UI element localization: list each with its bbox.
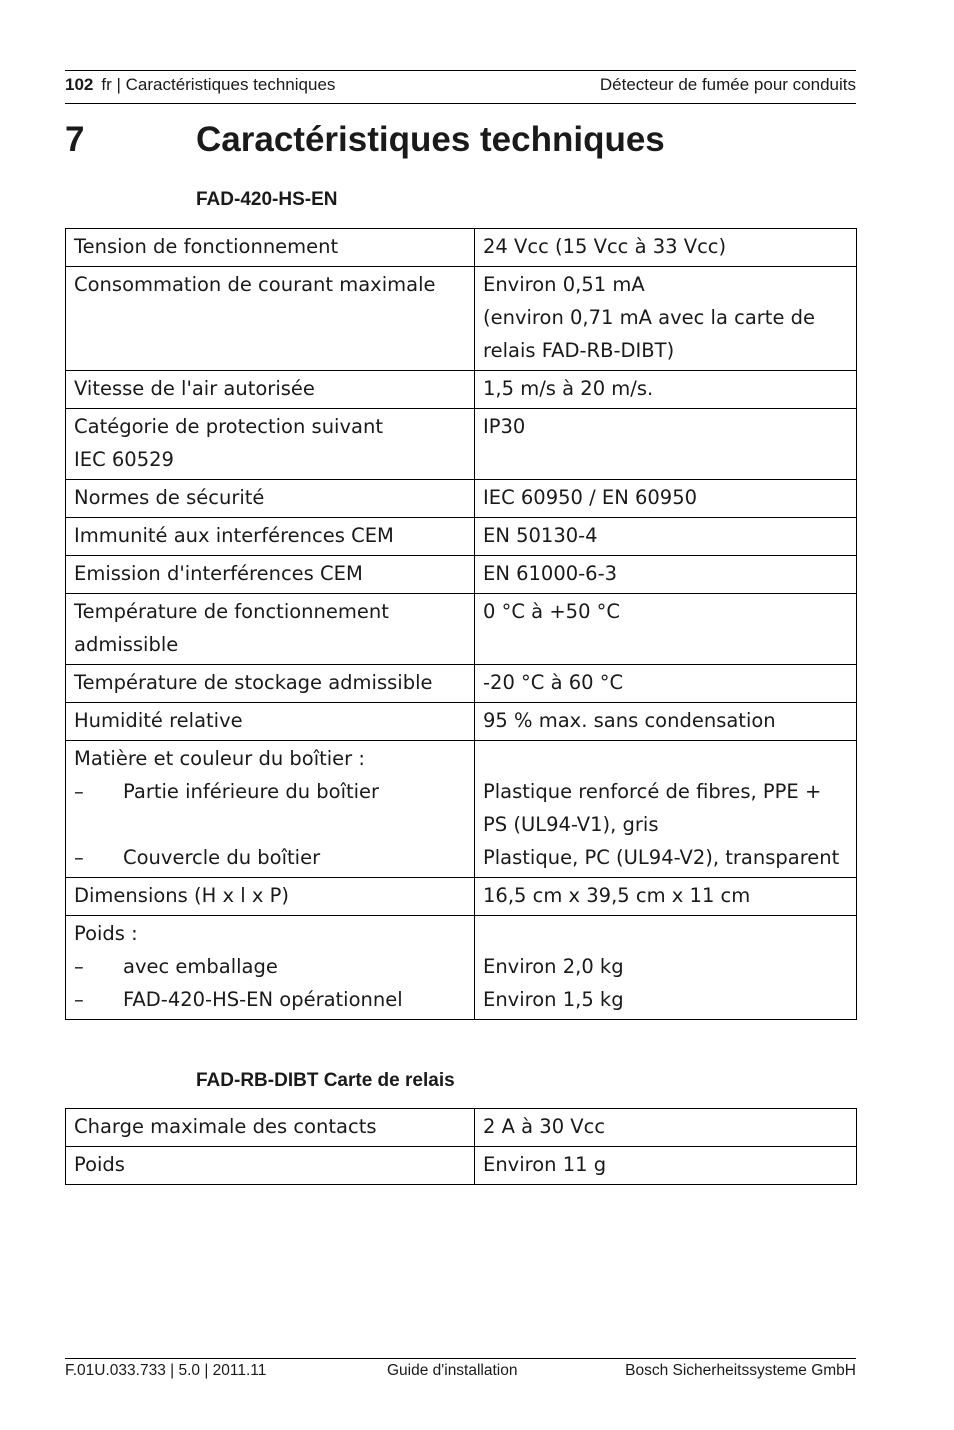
table-row bbox=[66, 1109, 857, 1147]
table-row bbox=[66, 1147, 857, 1185]
row-value: IEC 60950 / EN 60950 bbox=[475, 480, 857, 518]
row-label: Tension de fonctionnement bbox=[66, 229, 475, 267]
row-label: Matière et couleur du boîtier : – Partie inférieure du boîtier – Couvercle du boîtier bbox=[66, 741, 475, 878]
row-label: Catégorie de protection suivant IEC 60529 bbox=[66, 409, 475, 480]
row-value: 1,5 m/s à 20 m/s. bbox=[475, 371, 857, 409]
row-label: Immunité aux interférences CEM bbox=[66, 518, 475, 556]
row-value: Environ 2,0 kg Environ 1,5 kg bbox=[475, 916, 857, 1020]
row-value: EN 50130-4 bbox=[475, 518, 857, 556]
row-value: 95 % max. sans condensation bbox=[475, 703, 857, 741]
table-row bbox=[66, 916, 857, 1020]
row-label: Température de stockage admissible bbox=[66, 665, 475, 703]
table-row bbox=[66, 878, 857, 916]
row-label: Température de fonctionnement admissible bbox=[66, 594, 475, 665]
header-section: fr | Caractéristiques techniques bbox=[101, 75, 336, 94]
row-value: EN 61000-6-3 bbox=[475, 556, 857, 594]
row-value: Environ 0,51 mA (environ 0,71 mA avec la carte de relais FAD-RB-DIBT) bbox=[475, 267, 857, 371]
section-title-relay-card: FAD-RB-DIBT Carte de relais bbox=[196, 1070, 455, 1091]
table-row bbox=[66, 594, 857, 665]
page-header bbox=[65, 70, 856, 104]
footer-document-reference: F.01U.033.733 | 5.0 | 2011.11 bbox=[65, 1362, 267, 1379]
row-label: Poids bbox=[66, 1147, 475, 1185]
chapter-title: Caractéristiques techniques bbox=[196, 120, 665, 159]
table-row bbox=[66, 703, 857, 741]
row-label: Emission d'interférences CEM bbox=[66, 556, 475, 594]
table-row bbox=[66, 665, 857, 703]
table-row bbox=[66, 480, 857, 518]
chapter-number: 7 bbox=[65, 120, 85, 159]
table-row bbox=[66, 229, 857, 267]
page-footer bbox=[65, 1358, 856, 1385]
dash-bullet: – bbox=[74, 955, 84, 978]
table-row bbox=[66, 371, 857, 409]
section-title-fad-420: FAD-420-HS-EN bbox=[196, 189, 338, 210]
table-row bbox=[66, 267, 857, 371]
row-value: -20 °C à 60 °C bbox=[475, 665, 857, 703]
spec-table-fad-420 bbox=[65, 228, 857, 1020]
footer-document-type: Guide d'installation bbox=[387, 1362, 518, 1379]
row-value: Environ 11 g bbox=[475, 1147, 857, 1185]
row-label: Dimensions (H x l x P) bbox=[66, 878, 475, 916]
table-row bbox=[66, 409, 857, 480]
row-label: Vitesse de l'air autorisée bbox=[66, 371, 475, 409]
table-row bbox=[66, 556, 857, 594]
header-document-title: Détecteur de fumée pour conduits bbox=[599, 75, 856, 94]
row-label: Humidité relative bbox=[66, 703, 475, 741]
row-value: IP30 bbox=[475, 409, 857, 480]
dash-bullet: – bbox=[74, 780, 84, 803]
row-label: Poids : – avec emballage – FAD-420-HS-EN opérationnel bbox=[66, 916, 475, 1020]
dash-bullet: – bbox=[74, 988, 84, 1011]
row-value: 24 Vcc (15 Vcc à 33 Vcc) bbox=[475, 229, 857, 267]
row-value: 0 °C à +50 °C bbox=[475, 594, 857, 665]
row-value: 2 A à 30 Vcc bbox=[475, 1109, 857, 1147]
table-row bbox=[66, 741, 857, 878]
spec-table-relay-card bbox=[65, 1108, 857, 1185]
footer-company: Bosch Sicherheitssysteme GmbH bbox=[625, 1362, 856, 1379]
row-value: 16,5 cm x 39,5 cm x 11 cm bbox=[475, 878, 857, 916]
header-left bbox=[65, 75, 335, 95]
page-number: 102 bbox=[65, 75, 94, 94]
row-label: Charge maximale des contacts bbox=[66, 1109, 475, 1147]
dash-bullet: – bbox=[74, 846, 84, 869]
row-value: Plastique renforcé de fibres, PPE + PS (UL94-V1), gris Plastique, PC (UL94-V2), transparent bbox=[475, 741, 857, 878]
row-label: Normes de sécurité bbox=[66, 480, 475, 518]
row-label: Consommation de courant maximale bbox=[66, 267, 475, 371]
table-row bbox=[66, 518, 857, 556]
